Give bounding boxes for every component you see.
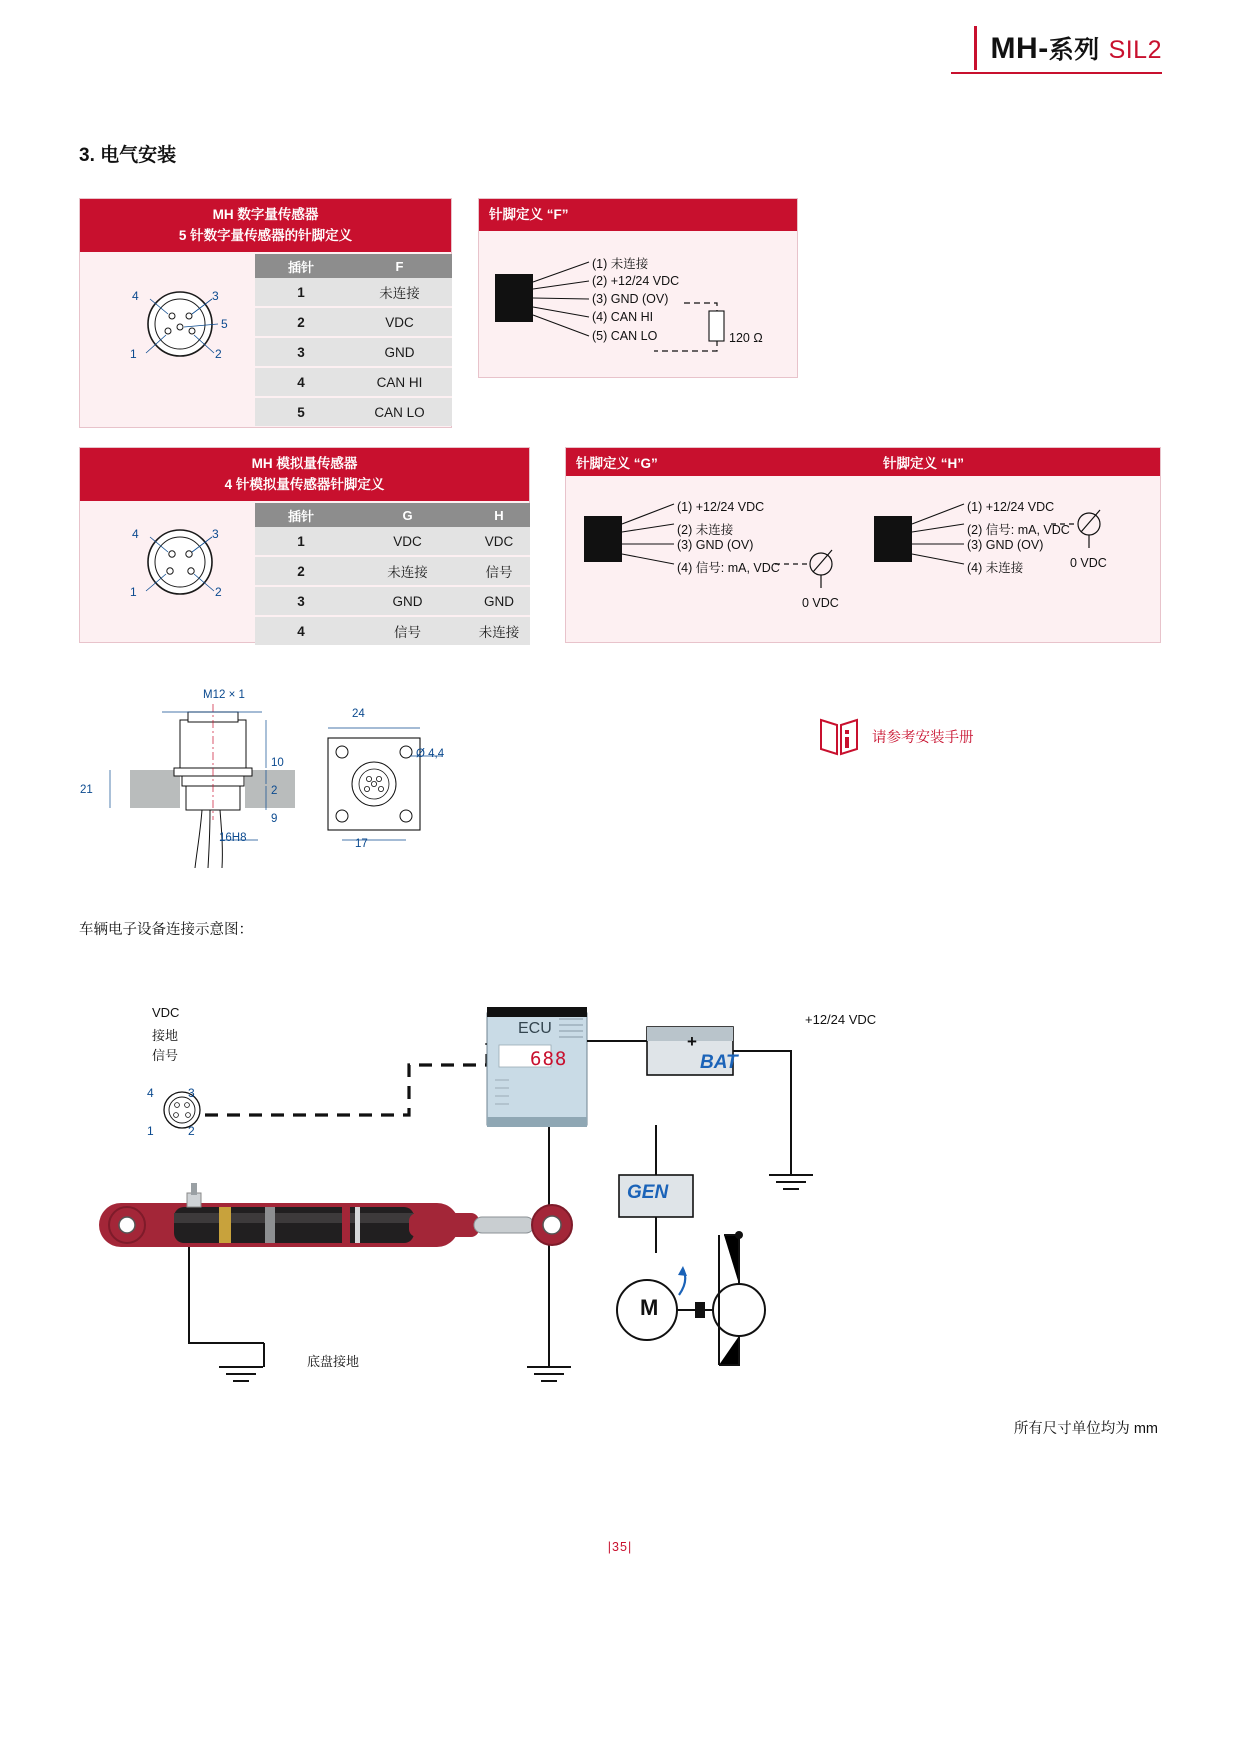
digital-row0-f: 未连接: [347, 278, 452, 307]
section-title: 3. 电气安装: [79, 145, 177, 166]
pin-g-item-3: (3) GND (OV): [677, 538, 754, 552]
table-row: [255, 307, 452, 337]
pin-h-item-2: (2) 信号: mA, VDC: [967, 523, 1070, 537]
dim-24: 24: [352, 708, 365, 720]
hydraulic-cylinder: [99, 1183, 572, 1247]
analog-connector-svg: [102, 510, 262, 620]
pin-gh-panel: [565, 447, 1161, 643]
dim-21: 21: [80, 784, 93, 796]
analog-row1-h: 信号: [468, 556, 530, 586]
header-mh: MH-: [990, 32, 1049, 65]
pin-f-item-1: (1) 未连接: [592, 257, 649, 271]
dim-16h8: 16H8: [219, 832, 247, 844]
analog-pin-col-h: H: [468, 503, 530, 527]
digital-sensor-title-line2: 5 针数字量传感器的针脚定义: [178, 228, 353, 243]
table-row: [255, 367, 452, 397]
sensor-label-vdc: VDC: [152, 1005, 180, 1020]
battery-plus: +: [687, 1032, 697, 1051]
manual-note: [818, 714, 974, 758]
pin-f-item-5: (5) CAN LO: [592, 329, 658, 343]
digital-row2-f: GND: [347, 337, 452, 367]
analog-row3-h: 未连接: [468, 616, 530, 645]
page-title: [991, 30, 1162, 66]
analog-sensor-panel-header: [80, 448, 529, 501]
dim-2: 2: [271, 785, 278, 797]
analog-row3-pin: 4: [255, 616, 347, 645]
analog-face-label-3: 3: [212, 527, 219, 541]
units-note: 所有尺寸单位均为 mm: [1013, 1421, 1158, 1437]
dim-hole-diameter: Ø 4,4: [416, 748, 445, 760]
pin-g-zero-label: 0 VDC: [802, 596, 839, 610]
digital-row3-f: CAN HI: [347, 367, 452, 397]
pin-g-item-1: (1) +12/24 VDC: [677, 500, 765, 514]
sys-connector-pin-4: 4: [147, 1086, 154, 1100]
digital-pin-table-header-row: [255, 254, 452, 278]
motor-label: M: [640, 1295, 659, 1320]
table-row: [255, 616, 530, 645]
dimension-drawing: [70, 690, 500, 890]
digital-face-label-2: 2: [215, 347, 222, 361]
digital-row4-pin: 5: [255, 397, 347, 426]
dim-10: 10: [271, 757, 284, 769]
pin-f-panel-header: 针脚定义 “F”: [479, 199, 797, 231]
pin-gh-panel-header: [566, 448, 1160, 476]
sensor-label-ground: 接地: [152, 1028, 179, 1043]
analog-pin-table-header-row: [255, 503, 530, 527]
digital-row1-pin: 2: [255, 307, 347, 337]
dim-9: 9: [271, 813, 278, 825]
pin-h-title: 针脚定义 “H”: [883, 456, 964, 471]
analog-sensor-title-line2: 4 针模拟量传感器针脚定义: [224, 477, 385, 492]
analog-face-label-4: 4: [132, 527, 139, 541]
table-row: [255, 527, 530, 556]
ecu-label: ECU: [518, 1020, 552, 1037]
header-rule: [951, 72, 1162, 74]
analog-face-label-1: 1: [130, 585, 137, 599]
analog-sensor-panel: [79, 447, 530, 643]
analog-row0-pin: 1: [255, 527, 347, 556]
battery-label: BAT: [700, 1052, 738, 1073]
analog-connector-face: [102, 510, 262, 620]
digital-pin-col-pin: 插针: [255, 254, 347, 278]
sys-connector-pin-1: 1: [147, 1124, 154, 1138]
analog-row2-h: GND: [468, 586, 530, 616]
pin-f-panel: [478, 198, 798, 378]
sensor-label-signal: 信号: [152, 1048, 179, 1063]
analog-sensor-title-line1: MH 模拟量传感器: [251, 456, 358, 471]
digital-pin-col-f: F: [347, 254, 452, 278]
pin-f-item-2: (2) +12/24 VDC: [592, 274, 680, 288]
digital-face-label-5: 5: [221, 317, 228, 331]
header-accent-bar: [974, 26, 977, 70]
digital-connector-svg: [102, 269, 262, 379]
analog-row1-pin: 2: [255, 556, 347, 586]
pin-h-zero-label: 0 VDC: [1070, 556, 1107, 570]
pin-g-item-2: (2) 未连接: [677, 523, 734, 537]
dim-thread: M12 × 1: [203, 689, 245, 701]
analog-row3-g: 信号: [347, 616, 468, 645]
digital-row1-f: VDC: [347, 307, 452, 337]
analog-pin-col-pin: 插针: [255, 503, 347, 527]
analog-row2-pin: 3: [255, 586, 347, 616]
table-row: [255, 586, 530, 616]
pin-f-item-3: (3) GND (OV): [592, 292, 669, 306]
manual-book-icon: [818, 714, 860, 758]
header-series: 系列: [1048, 36, 1100, 64]
generator-label: GEN: [627, 1182, 669, 1203]
page-header: [974, 22, 1162, 74]
digital-face-label-1: 1: [130, 347, 137, 361]
analog-row0-g: VDC: [347, 527, 468, 556]
pin-h-item-3: (3) GND (OV): [967, 538, 1044, 552]
digital-sensor-title-line1: MH 数字量传感器: [212, 207, 319, 222]
digital-sensor-panel: [79, 198, 452, 428]
system-diagram: [79, 985, 1159, 1405]
ecu-display: 688: [530, 1048, 568, 1070]
digital-row4-f: CAN LO: [347, 397, 452, 426]
pin-f-item-4: (4) CAN HI: [592, 310, 654, 324]
page-number: |35|: [607, 1540, 633, 1554]
digital-face-label-3: 3: [212, 289, 219, 303]
analog-pin-table: [255, 503, 530, 645]
digital-row3-pin: 4: [255, 367, 347, 397]
table-row: [255, 397, 452, 426]
digital-sensor-panel-header: [80, 199, 451, 252]
pin-h-item-1: (1) +12/24 VDC: [967, 500, 1055, 514]
pin-h-item-4: (4) 未连接: [967, 561, 1024, 575]
analog-pin-col-g: G: [347, 503, 468, 527]
digital-connector-face: [102, 269, 262, 379]
analog-row1-g: 未连接: [347, 556, 468, 586]
table-row: [255, 337, 452, 367]
table-row: [255, 278, 452, 307]
table-row: [255, 556, 530, 586]
diagram-caption: 车辆电子设备连接示意图：: [79, 922, 253, 938]
digital-face-label-4: 4: [132, 289, 139, 303]
header-sil: SIL2: [1108, 36, 1162, 64]
sys-connector-pin-3: 3: [188, 1086, 195, 1100]
analog-row0-h: VDC: [468, 527, 530, 556]
manual-note-text: 请参考安装手册: [872, 729, 974, 746]
digital-pin-table: [255, 254, 452, 426]
pin-g-item-4: (4) 信号: mA, VDC: [677, 561, 780, 575]
dim-17: 17: [355, 838, 368, 850]
analog-face-label-2: 2: [215, 585, 222, 599]
pin-g-title: 针脚定义 “G”: [576, 456, 658, 471]
digital-row0-pin: 1: [255, 278, 347, 307]
supply-label: +12/24 VDC: [805, 1012, 877, 1027]
sys-connector-pin-2: 2: [188, 1124, 195, 1138]
pin-f-resistor-label: 120 Ω: [729, 331, 763, 345]
digital-row2-pin: 3: [255, 337, 347, 367]
analog-row2-g: GND: [347, 586, 468, 616]
chassis-ground-label: 底盘接地: [307, 1354, 360, 1369]
